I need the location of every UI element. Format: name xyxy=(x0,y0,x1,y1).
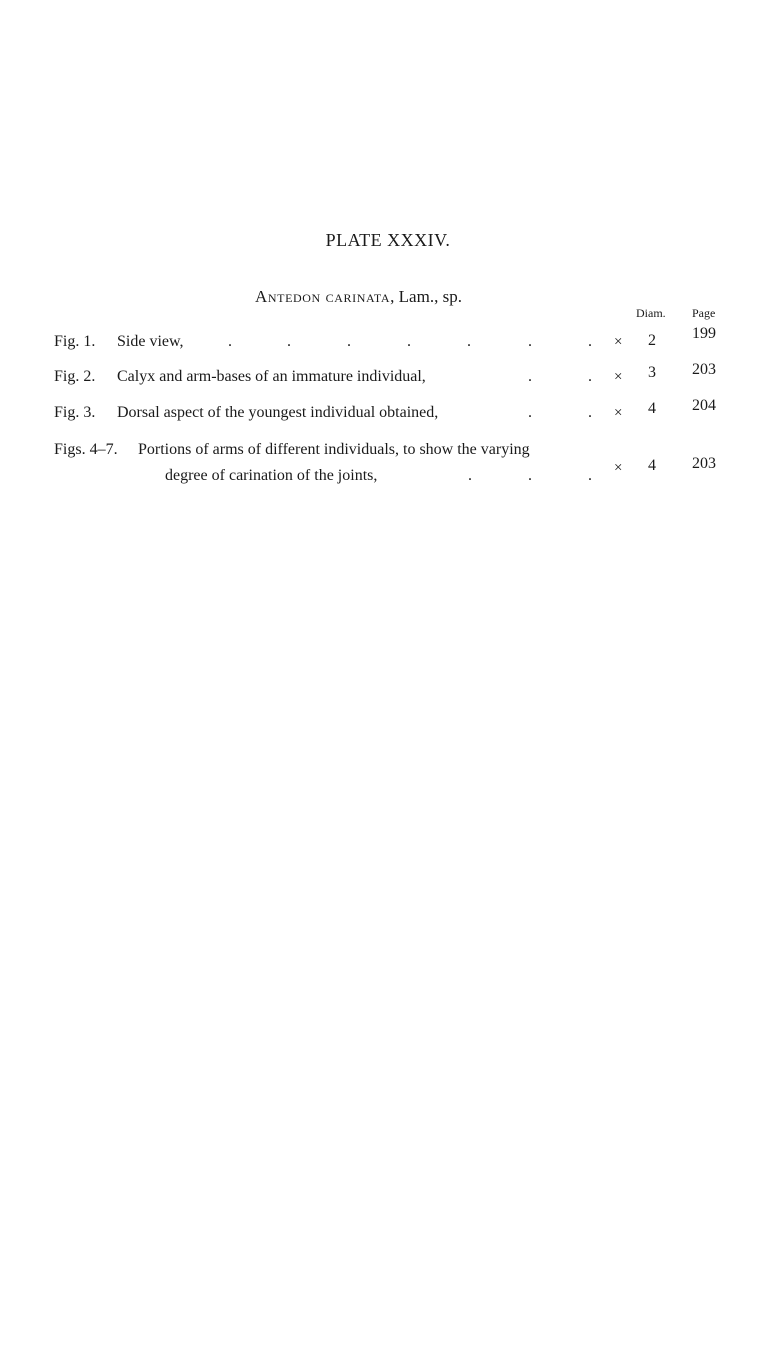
magnification-symbol: × xyxy=(614,334,623,350)
column-header-diam: Diam. xyxy=(636,306,666,320)
figure-description-continued: degree of carination of the joints, xyxy=(165,467,378,484)
leader-dot: . xyxy=(347,333,351,350)
species-heading xyxy=(255,287,462,307)
figure-label: Fig. 1. xyxy=(54,333,96,350)
leader-dot: . xyxy=(528,368,532,385)
leader-dot: . xyxy=(528,404,532,421)
page-value: 204 xyxy=(692,397,716,414)
figure-description: Side view, xyxy=(117,333,184,350)
leader-dot: . xyxy=(528,333,532,350)
leader-dot: . xyxy=(528,467,532,484)
page-value: 203 xyxy=(692,361,716,378)
column-header-page: Page xyxy=(692,306,716,320)
diam-value: 3 xyxy=(648,364,656,381)
page-value: 199 xyxy=(692,325,716,342)
species-name: Antedon carinata xyxy=(255,287,391,306)
leader-dot: . xyxy=(588,467,592,484)
figure-label: Fig. 3. xyxy=(54,404,96,421)
figure-description: Dorsal aspect of the youngest individual obtained, xyxy=(117,404,439,421)
leader-dot: . xyxy=(468,467,472,484)
leader-dot: . xyxy=(228,333,232,350)
diam-value: 2 xyxy=(648,332,656,349)
diam-value: 4 xyxy=(648,457,656,474)
magnification-symbol: × xyxy=(614,369,623,385)
leader-dot: . xyxy=(588,404,592,421)
leader-dot: . xyxy=(588,333,592,350)
leader-dot: . xyxy=(588,368,592,385)
page-value: 203 xyxy=(692,455,716,472)
magnification-symbol: × xyxy=(614,405,623,421)
magnification-symbol: × xyxy=(614,460,623,476)
figure-description: Portions of arms of different individuals, to show the varying xyxy=(138,441,530,458)
diam-value: 4 xyxy=(648,400,656,417)
leader-dot: . xyxy=(467,333,471,350)
plate-title: PLATE XXXIV. xyxy=(325,230,451,250)
species-authority: , Lam., sp. xyxy=(390,287,462,306)
figure-description: Calyx and arm-bases of an immature individual, xyxy=(117,368,426,385)
leader-dot: . xyxy=(287,333,291,350)
figure-label: Figs. 4–7. xyxy=(54,441,118,458)
figure-label: Fig. 2. xyxy=(54,368,96,385)
leader-dot: . xyxy=(407,333,411,350)
